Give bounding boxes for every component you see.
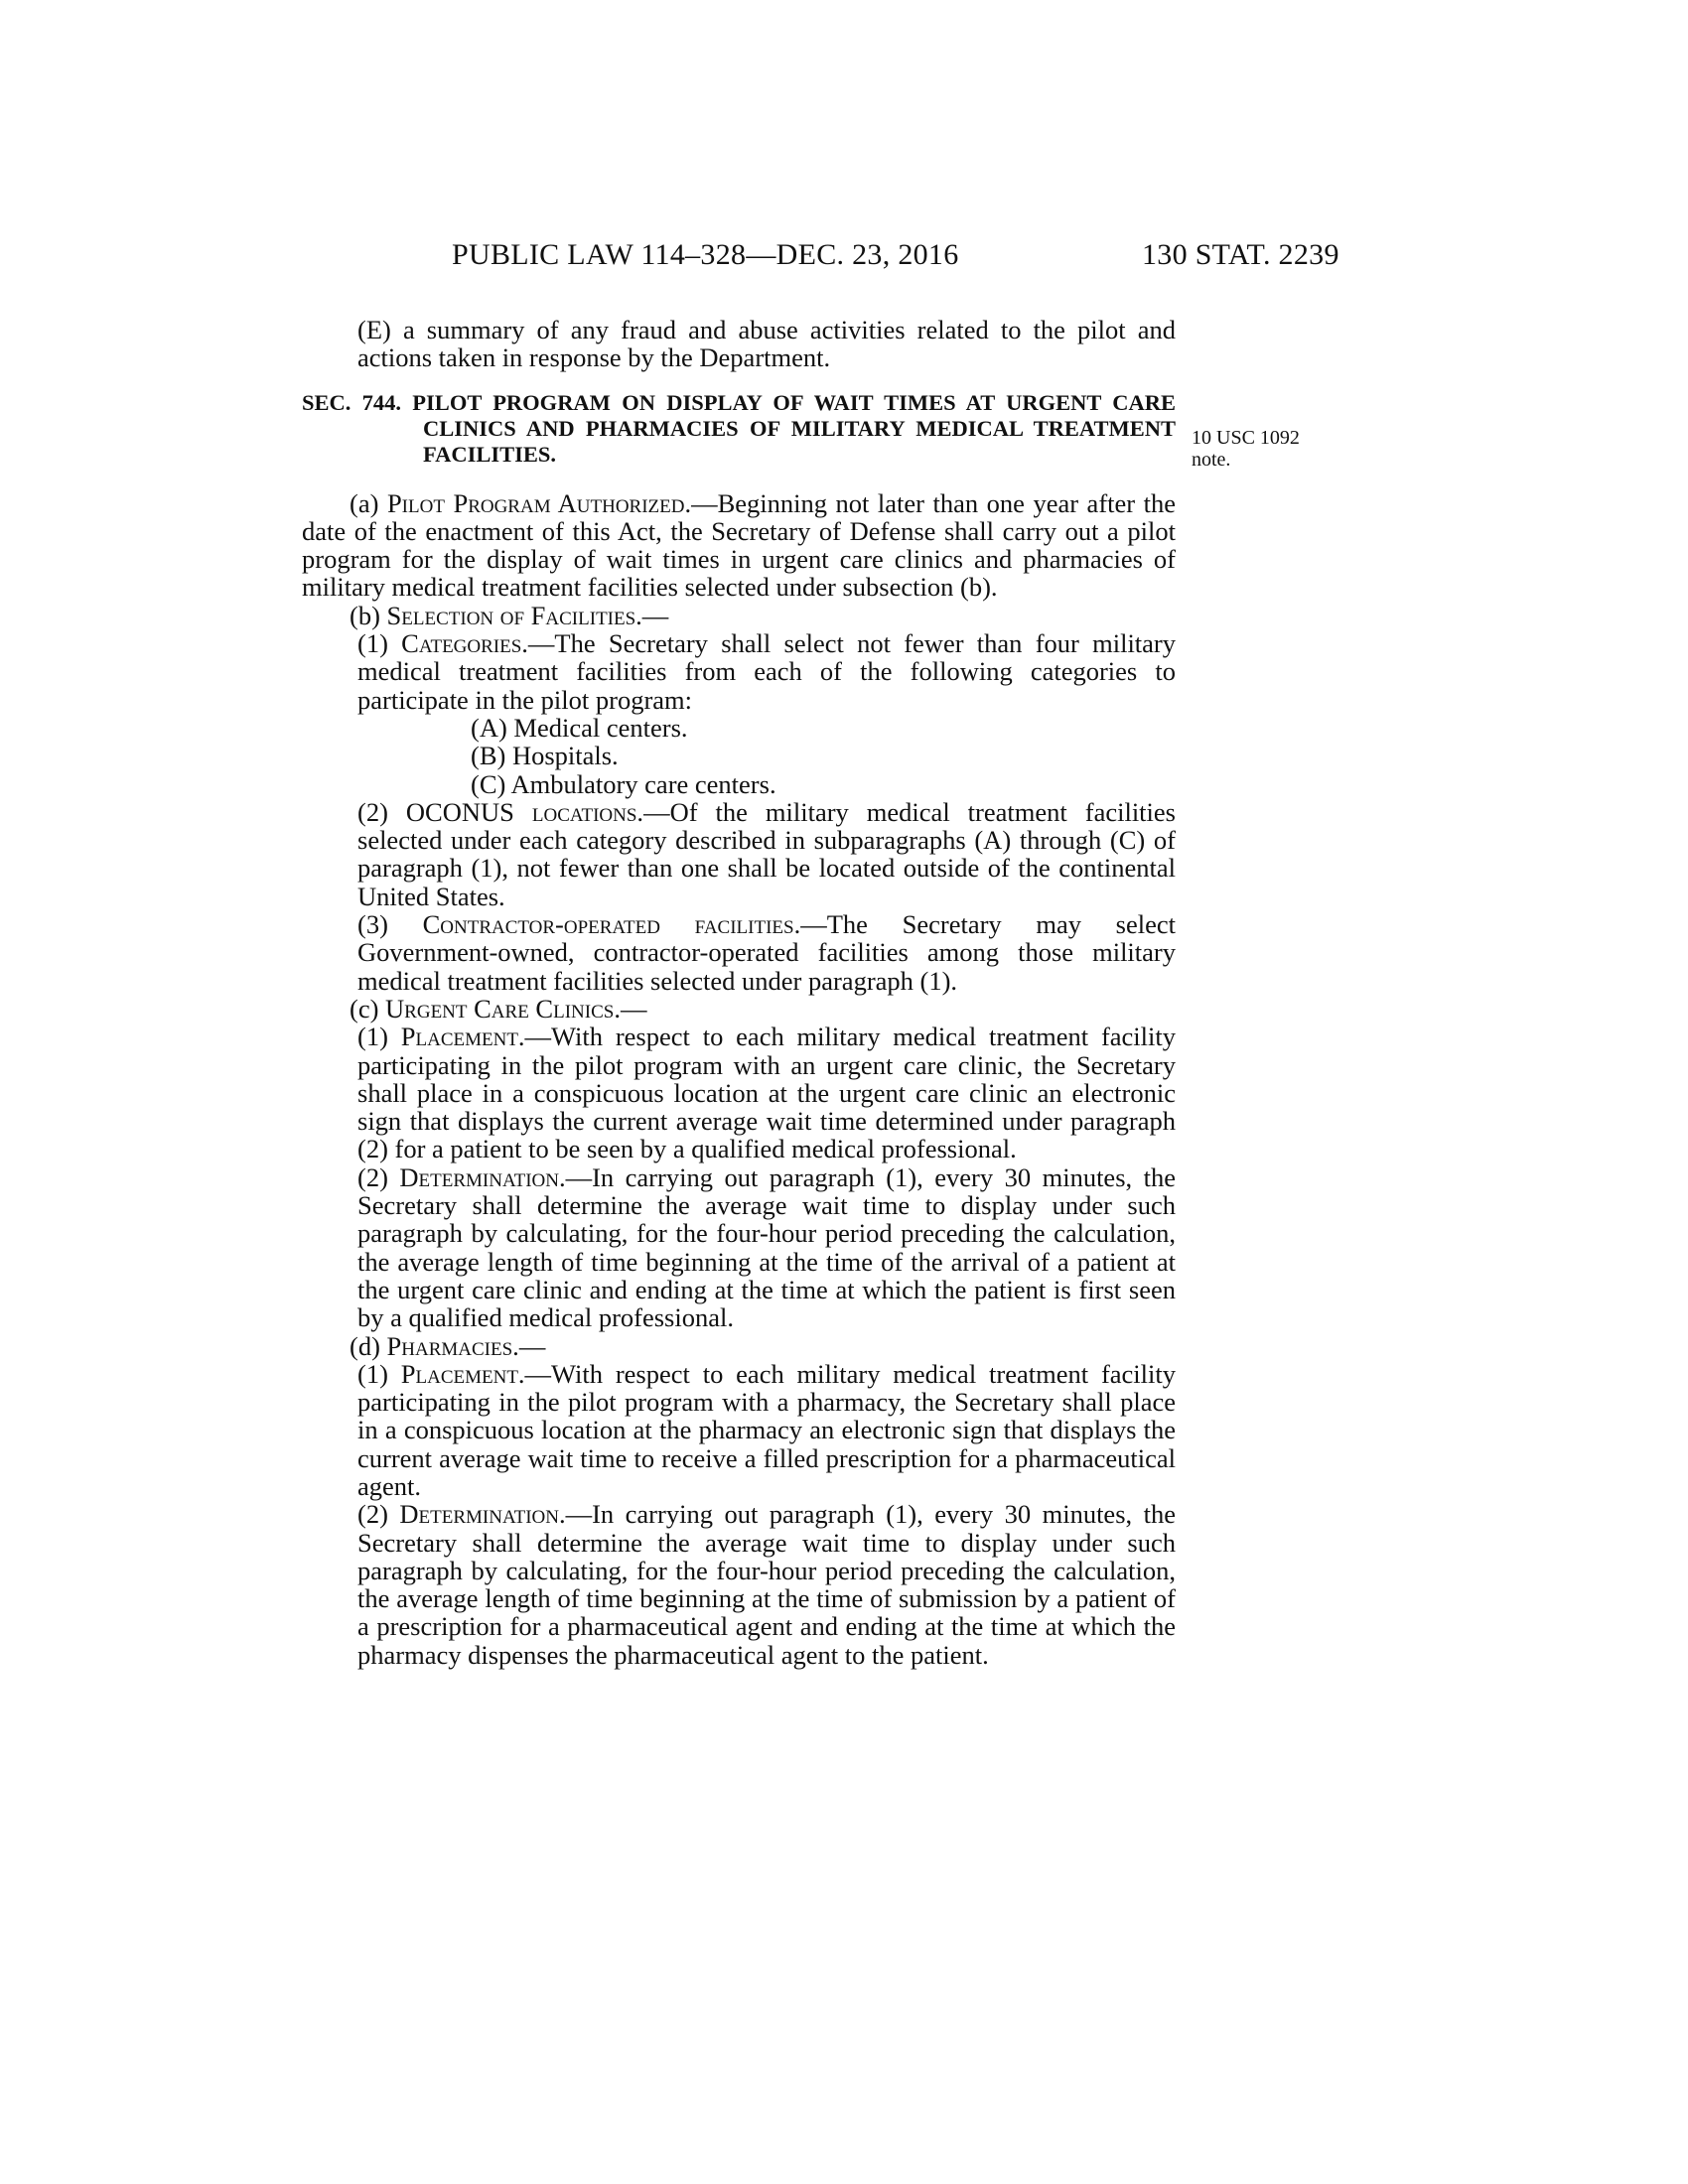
subsection-b-dash: —: [641, 600, 669, 630]
c1-label: (1): [357, 1022, 401, 1052]
running-header-title: PUBLIC LAW 114–328—DEC. 23, 2016: [452, 238, 959, 271]
subsection-c-paragraph-1: [302, 1023, 1176, 1162]
subsection-b-paragraph-3: [302, 910, 1176, 995]
b1-label: (1): [357, 628, 402, 659]
subsection-b-heading: Selection of Facilities.: [386, 600, 642, 630]
running-header-stat-page: 130 STAT. 2239: [1142, 238, 1339, 271]
b3-heading: Contractor-operated facilities.: [422, 909, 801, 940]
subsection-a-text: —Beginning not later than one year after the date of the enactment of this Act, the Secretary of Defense shall carry out a pilot program for the display of wait times in urgent care clinics and pharmacies of military medical treatment facilities selected under subsection (b).: [302, 487, 1176, 603]
subsection-d-dash: —: [518, 1330, 546, 1361]
margin-note: [1192, 427, 1350, 471]
subsection-a: [302, 489, 1176, 602]
c2-heading: Determination.: [399, 1161, 566, 1192]
d1-text: —With respect to each military medical treatment facility participating in the pilot program with a pharmacy, the Secretary shall place in a conspicuous location at the pharmacy an electronic sign that displays the current average wait time to receive a filled prescription for a pharmaceutical agent.: [357, 1358, 1176, 1501]
d2-label: (2): [357, 1499, 400, 1530]
b1-heading: Categories.: [401, 628, 528, 659]
subsection-a-heading: Pilot Program Authorized.: [386, 487, 692, 518]
b1-text: —The Secretary shall select not fewer than four military medical treatment facilities from each of the following categories to participate in the pilot program:: [357, 628, 1177, 715]
d2-text: —In carrying out paragraph (1), every 30 minutes, the Secretary shall determine the average wait time to display under such paragraph by calculating, for the four-hour period preceding the calculation, the average length of time beginning at the time of submission by a patient of a prescription for a pharmaceutical agent and ending at the time at which the pharmacy dispenses the pharmaceutical agent to the patient.: [357, 1499, 1176, 1670]
b2-heading-caps: OCONUS: [405, 796, 514, 827]
margin-note-citation: 10 USC 1092: [1192, 427, 1300, 449]
subsection-d-heading: Pharmacies.: [386, 1330, 519, 1361]
subsection-c-paragraph-2: [302, 1163, 1176, 1332]
subsection-d-paragraph-2: [302, 1500, 1176, 1669]
subsection-b-paragraph-2: [302, 798, 1176, 910]
subsection-d-paragraph-1: [302, 1360, 1176, 1500]
b3-label: (3): [357, 909, 423, 940]
b2-text: —Of the military medical treatment facilities selected under each category described in subparagraphs (A) through (C) of paragraph (1), not fewer than one shall be located outside of the continental United States.: [357, 796, 1176, 911]
category-item: (A) Medical centers.: [471, 712, 688, 743]
paragraph-e: (E) a summary of any fraud and abuse activities related to the pilot and actions taken in response by the Department.: [357, 315, 1176, 373]
document-body: [302, 316, 1176, 1669]
c2-label: (2): [357, 1161, 400, 1192]
c1-heading: Placement.: [400, 1022, 525, 1052]
subsection-b: [302, 602, 1176, 629]
margin-note-note: note.: [1192, 449, 1231, 471]
d2-heading: Determination.: [399, 1499, 566, 1530]
subsection-b-label: (b): [350, 600, 387, 630]
section-heading: SEC. 744. PILOT PROGRAM ON DISPLAY OF WAIT TIMES AT URGENT CARE CLINICS AND PHARMACIES OF MILITARY MEDICAL TREATMENT FACILITIES.: [302, 389, 1176, 467]
category-item: (C) Ambulatory care centers.: [471, 768, 776, 799]
c2-text: —In carrying out paragraph (1), every 30 minutes, the Secretary shall determine the average wait time to display under such paragraph by calculating, for the four-hour period preceding the calculation, the average length of time beginning at the time of the arrival of a patient at the urgent care clinic and ending at the time at which the patient is first seen by a qualified medical professional.: [357, 1161, 1176, 1333]
b2-heading: locations.: [513, 796, 644, 827]
c1-text: —With respect to each military medical treatment facility participating in the pilot program with an urgent care clinic, the Secretary shall place in a conspicuous location at the urgent care clinic an electronic sign that displays the current average wait time determined under paragraph (2) for a patient to be seen by a qualified medical professional.: [357, 1022, 1176, 1164]
b2-label: (2): [357, 796, 406, 827]
subsection-d-label: (d): [350, 1330, 387, 1361]
subsection-c-dash: —: [620, 993, 647, 1024]
d1-label: (1): [357, 1358, 401, 1389]
subsection-b-paragraph-1: [302, 629, 1176, 714]
subsection-a-label: (a): [350, 487, 387, 518]
subsection-c-label: (c): [350, 993, 386, 1024]
subsection-c-heading: Urgent Care Clinics.: [385, 993, 621, 1024]
b3-text: —The Secretary may select Government-owned, contractor-operated facilities among those military medical treatment facilities selected under paragraph (1).: [357, 909, 1176, 996]
subsection-c: [302, 995, 1176, 1023]
subsection-d: [302, 1332, 1176, 1360]
category-item: (B) Hospitals.: [471, 741, 619, 771]
d1-heading: Placement.: [400, 1358, 525, 1389]
